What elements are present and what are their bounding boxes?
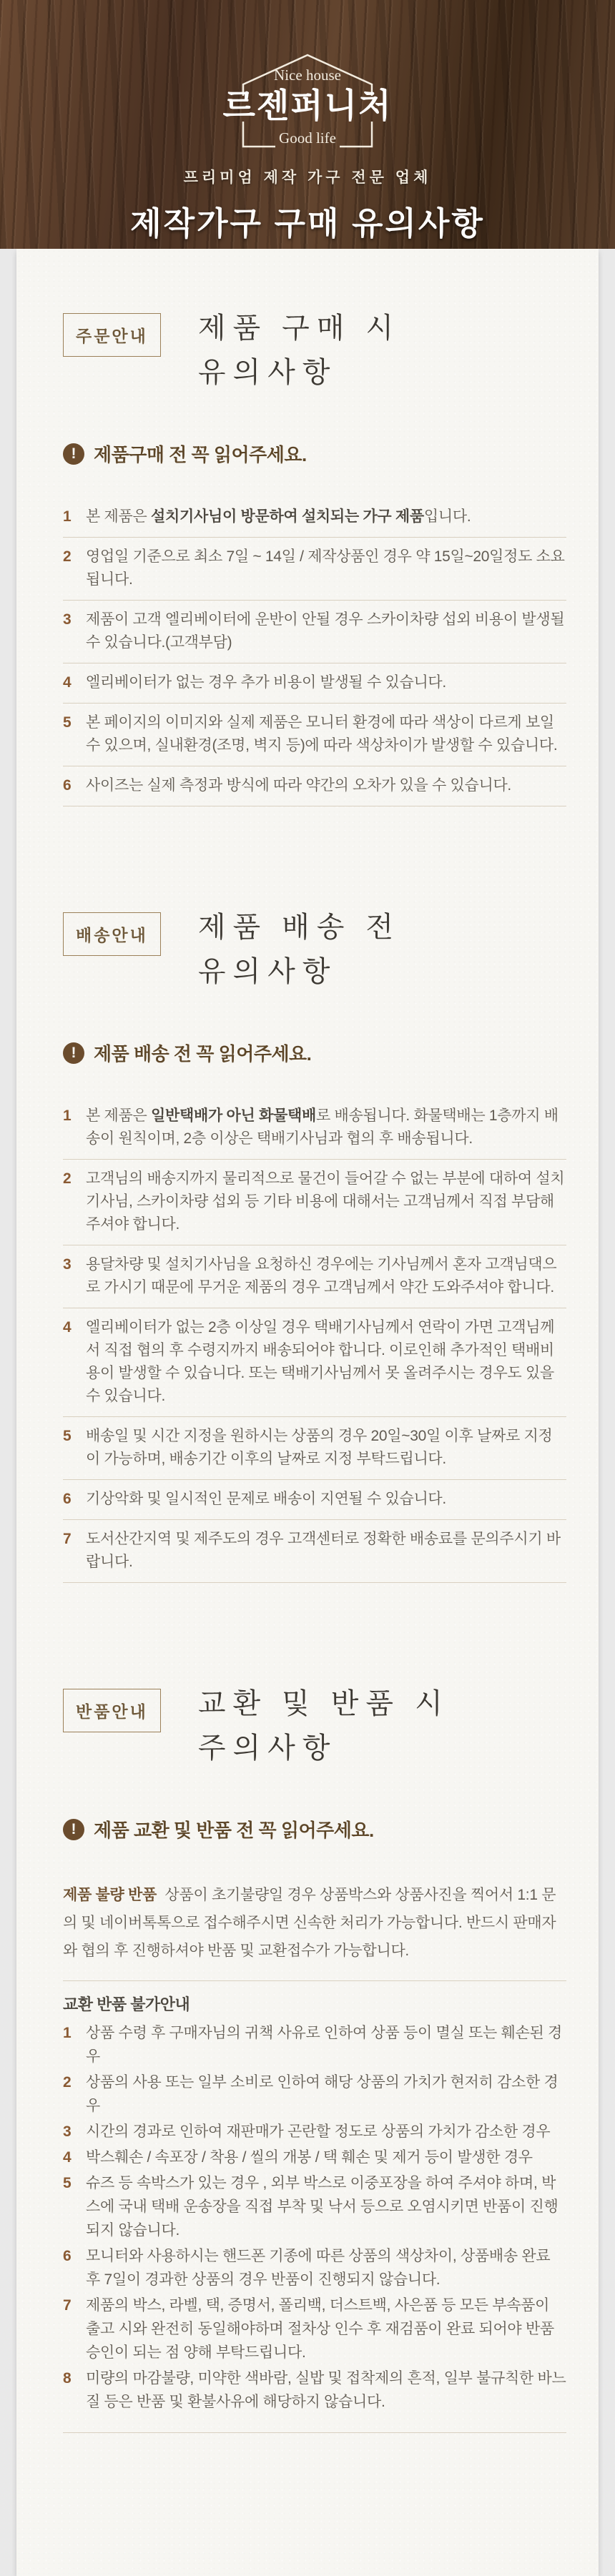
item-text bbox=[86, 1316, 566, 1408]
logo-bottom-text: Good life bbox=[279, 129, 336, 147]
item-text-segment: 엘리베이터가 없는 2층 이상일 경우 택배기사님께서 연락이 가면 고객님께서 직접 협의 후 수령지까지 배송되어야 합니다. 이로인해 추가적인 택배비용이 발생할 수 있습니다. 또는 택배기사님께서 못 올려주시는 경우도 있을 수 있습니다. bbox=[86, 1319, 555, 1404]
exclamation-icon: ! bbox=[63, 1819, 84, 1840]
list-item bbox=[63, 709, 566, 766]
item-number: 3 bbox=[63, 611, 72, 628]
item-text-segment: 도서산간지역 및 제주도의 경우 고객센터로 정확한 배송료를 문의주시기 바랍니다. bbox=[86, 1531, 561, 1570]
content-card bbox=[16, 249, 599, 2576]
no-return-subheading: 교환 반품 불가안내 bbox=[63, 1995, 190, 2013]
item-text bbox=[86, 608, 566, 654]
item-text-segment: 모니터와 사용하시는 핸드폰 기종에 따른 상품의 색상차이, 상품배송 완료 후 7일이 경과한 상품의 경우 반품이 진행되지 않습니다. bbox=[86, 2248, 551, 2288]
item-number: 7 bbox=[63, 2297, 72, 2314]
item-text bbox=[86, 505, 566, 528]
item-text bbox=[86, 671, 566, 694]
item-text-segment: 본 페이지의 이미지와 실제 제품은 모니터 환경에 따라 색상이 다르게 보일 수 있으며, 실내환경(조명, 벽지 등)에 따라 색상차이가 발생할 수 있습니다. bbox=[86, 714, 558, 754]
item-number: 4 bbox=[63, 2149, 72, 2166]
section-heading bbox=[198, 1682, 450, 1770]
list-item bbox=[63, 2020, 566, 2070]
item-text bbox=[86, 2244, 566, 2291]
section-heading-line1: 제품 구매 시 bbox=[197, 312, 401, 344]
item-text bbox=[86, 711, 566, 757]
item-text-segment: 배송일 및 시간 지정을 원하시는 상품의 경우 20일~30일 이후 날짜로 지정이 가능하며, 배송기간 이후의 날짜로 지정 부탁드립니다. bbox=[86, 1428, 553, 1467]
section-delivery-guide bbox=[63, 905, 566, 1583]
item-text-segment: 박스훼손 / 속포장 / 착용 / 씰의 개봉 / 택 훼손 및 제거 등이 발생한 경우 bbox=[86, 2149, 533, 2166]
list-item bbox=[63, 1313, 566, 1417]
item-text-segment: 입니다. bbox=[423, 508, 471, 525]
logo-brand-name: 르젠퍼니처 bbox=[222, 87, 393, 124]
item-number: 5 bbox=[63, 1428, 72, 1444]
defective-return-lead: 제품 불량 반품 bbox=[63, 1887, 157, 1903]
item-number: 3 bbox=[63, 2123, 72, 2140]
defective-return-paragraph bbox=[63, 1881, 566, 1981]
notice-label: 제품구매 전 꼭 읽어주세요. bbox=[94, 444, 307, 465]
item-text-bold: 일반택배가 아닌 화물택배 bbox=[151, 1107, 316, 1124]
list-item bbox=[63, 1422, 566, 1480]
item-number: 4 bbox=[63, 674, 72, 691]
item-number: 1 bbox=[63, 508, 72, 525]
item-text bbox=[86, 1105, 566, 1150]
list-item bbox=[63, 1485, 566, 1520]
list-item bbox=[63, 2119, 566, 2145]
item-text bbox=[86, 2294, 566, 2364]
list-item bbox=[63, 2244, 566, 2293]
section-head bbox=[63, 306, 566, 395]
item-text-segment: 고객님의 배송지까지 물리적으로 물건이 들어갈 수 없는 부분에 대하여 설치기사님, 스카이차량 섭외 등 기타 비용에 대해서는 고객님께서 직접 부담해주셔야 합니다. bbox=[86, 1170, 565, 1233]
section-heading bbox=[198, 306, 400, 395]
exclamation-icon: ! bbox=[63, 443, 84, 465]
item-number: 2 bbox=[63, 1170, 72, 1187]
order-notes-list bbox=[63, 503, 566, 806]
item-text bbox=[86, 2071, 566, 2118]
section-heading-line2: 유의사항 bbox=[197, 356, 338, 388]
item-text bbox=[86, 2021, 566, 2068]
hero-subtitle: 프리미엄 제작 가구 전문 업체 bbox=[183, 169, 432, 186]
item-text-segment: 기상악화 및 일시적인 문제로 배송이 지연될 수 있습니다. bbox=[86, 1491, 446, 1507]
item-text bbox=[86, 1488, 566, 1511]
item-text-bold: 설치기사님이 방문하여 설치되는 가구 제품 bbox=[151, 508, 424, 525]
page-title: 제작가구 구매 유의사항 bbox=[130, 205, 485, 242]
notice-row bbox=[63, 440, 566, 467]
item-number: 5 bbox=[63, 2175, 72, 2191]
list-item bbox=[63, 2171, 566, 2244]
item-text bbox=[86, 1528, 566, 1574]
list-item bbox=[63, 771, 566, 806]
list-item bbox=[63, 2293, 566, 2366]
item-text-segment: 제품의 박스, 라벨, 택, 증명서, 폴리백, 더스트백, 사은품 등 모든 부속품이 출고 시와 완전히 동일해야하며 절차상 인수 후 재검품이 완료 되어야 반품 승인이 되는 점 양해 부탁드립니다. bbox=[86, 2297, 554, 2361]
notice-label: 제품 배송 전 꼭 읽어주세요. bbox=[94, 1043, 312, 1065]
list-item bbox=[63, 1102, 566, 1160]
item-text-segment: 시간의 경과로 인하여 재판매가 곤란할 정도로 상품의 가치가 감소한 경우 bbox=[86, 2123, 551, 2140]
section-heading-line2: 유의사항 bbox=[197, 955, 338, 987]
brand-logo bbox=[0, 0, 615, 149]
section-heading-line1: 교환 및 반품 시 bbox=[197, 1687, 450, 1719]
section-badge: 배송안내 bbox=[63, 912, 161, 956]
section-heading-line2: 주의사항 bbox=[197, 1732, 338, 1764]
item-number: 3 bbox=[63, 1256, 72, 1273]
item-text bbox=[86, 1253, 566, 1299]
item-number: 7 bbox=[63, 1531, 72, 1547]
section-heading-line1: 제품 배송 전 bbox=[197, 911, 401, 943]
item-number: 8 bbox=[63, 2370, 72, 2387]
return-notes-list bbox=[63, 2020, 566, 2433]
item-text-segment: 상품 수령 후 구매자님의 귀책 사유로 인하여 상품 등이 멸실 또는 훼손된 경우 bbox=[86, 2025, 562, 2065]
item-number: 1 bbox=[63, 1107, 72, 1124]
notice-label: 제품 교환 및 반품 전 꼭 읽어주세요. bbox=[94, 1820, 374, 1841]
list-item bbox=[63, 2070, 566, 2119]
item-text bbox=[86, 546, 566, 591]
item-number: 4 bbox=[63, 1319, 72, 1336]
item-text-segment: 제품이 고객 엘리베이터에 운반이 안될 경우 스카이차량 섭외 비용이 발생될 수 있습니다.(고객부담) bbox=[86, 611, 565, 651]
delivery-notes-list bbox=[63, 1102, 566, 1583]
item-text-segment: 사이즈는 실제 측정과 방식에 따라 약간의 오차가 있을 수 있습니다. bbox=[86, 777, 511, 794]
item-text bbox=[86, 1425, 566, 1471]
item-text bbox=[86, 774, 566, 797]
item-number: 5 bbox=[63, 714, 72, 731]
section-heading bbox=[198, 905, 400, 994]
logo-top-text: Nice house bbox=[274, 66, 341, 84]
section-badge: 반품안내 bbox=[63, 1689, 161, 1732]
item-text-segment: 엘리베이터가 없는 경우 추가 비용이 발생될 수 있습니다. bbox=[86, 674, 446, 691]
item-text bbox=[86, 2367, 566, 2414]
list-item bbox=[63, 1250, 566, 1308]
item-number: 6 bbox=[63, 777, 72, 794]
item-number: 6 bbox=[63, 1491, 72, 1507]
house-logo-icon bbox=[200, 51, 415, 149]
section-head bbox=[63, 1682, 566, 1770]
hero-header bbox=[0, 0, 615, 249]
item-text-segment: 슈즈 등 속박스가 있는 경우 , 외부 박스로 이중포장을 하여 주셔야 하며, 박스에 국내 택배 운송장을 직접 부착 및 낙서 등으로 오염시키면 반품이 진행되지 않습니다. bbox=[86, 2175, 559, 2239]
item-text-segment: 본 제품은 bbox=[86, 1107, 152, 1124]
list-item bbox=[63, 606, 566, 663]
item-number: 2 bbox=[63, 2074, 72, 2091]
item-text-segment: 상품의 사용 또는 일부 소비로 인하여 해당 상품의 가치가 현저히 감소한 경우 bbox=[86, 2074, 559, 2114]
item-text-segment: 로 배송됩니다. 화물택배는 1층까지 배송이 원칙이며, 2층 이상은 택배기사님과 협의 후 배송됩니다. bbox=[86, 1107, 559, 1147]
item-text bbox=[86, 2120, 566, 2143]
section-head bbox=[63, 905, 566, 994]
item-number: 6 bbox=[63, 2248, 72, 2264]
item-text bbox=[86, 1168, 566, 1236]
notice-row bbox=[63, 1040, 566, 1066]
item-text bbox=[86, 2146, 566, 2169]
list-item bbox=[63, 2366, 566, 2433]
list-item bbox=[63, 543, 566, 601]
item-text bbox=[86, 2171, 566, 2242]
item-text-segment: 미량의 마감불량, 미약한 색바람, 실밥 및 접착제의 흔적, 일부 불규칙한 바느질 등은 반품 및 환불사유에 해당하지 않습니다. bbox=[86, 2370, 566, 2410]
exclamation-icon: ! bbox=[63, 1042, 84, 1064]
item-text-segment: 용달차량 및 설치기사님을 요청하신 경우에는 기사님께서 혼자 고객님댁으로 가시기 때문에 무거운 제품의 경우 고객님께서 약간 도와주셔야 합니다. bbox=[86, 1256, 557, 1296]
list-item bbox=[63, 1165, 566, 1245]
list-item bbox=[63, 1525, 566, 1583]
defective-return-text: 상품이 초기불량일 경우 상품박스와 상품사진을 찍어서 1:1 문의 및 네이버톡톡으로 접수해주시면 신속한 처리가 가능합니다. 반드시 판매자와 협의 후 진행하셔야 반품 및 교환접수가 가능합니다. bbox=[63, 1887, 556, 1959]
list-item bbox=[63, 2145, 566, 2171]
notice-row bbox=[63, 1816, 566, 1842]
list-item bbox=[63, 668, 566, 704]
section-order-guide bbox=[63, 306, 566, 806]
section-badge: 주문안내 bbox=[63, 313, 161, 357]
item-text-segment: 본 제품은 bbox=[86, 508, 152, 525]
section-return-guide bbox=[63, 1682, 566, 2433]
item-text-segment: 영업일 기준으로 최소 7일 ~ 14일 / 제작상품인 경우 약 15일~20일정도 소요됩니다. bbox=[86, 548, 565, 588]
item-number: 2 bbox=[63, 548, 72, 565]
list-item bbox=[63, 503, 566, 538]
item-number: 1 bbox=[63, 2025, 72, 2041]
